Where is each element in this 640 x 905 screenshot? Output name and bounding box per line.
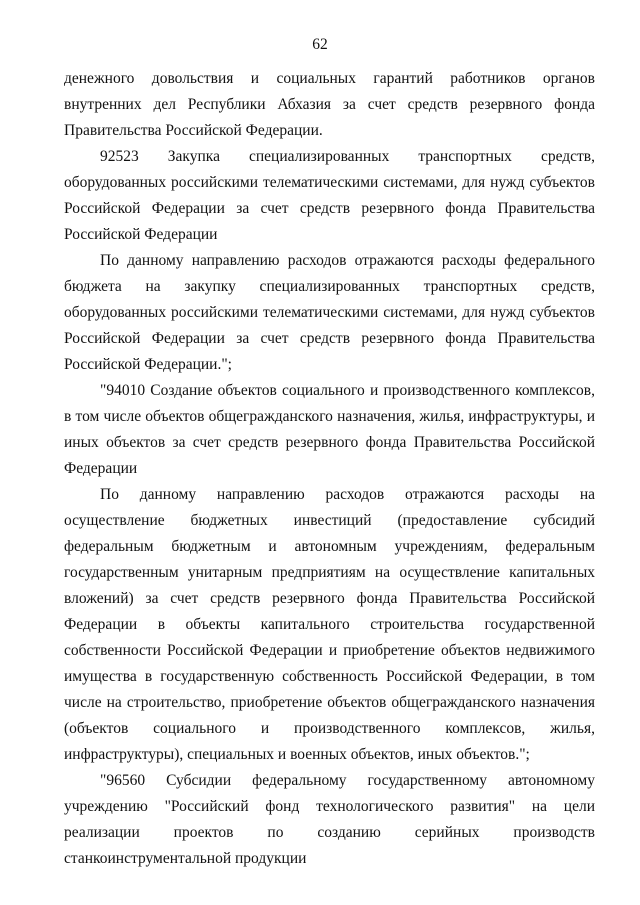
paragraph-code-96560-title: "96560 Субсидии федеральному государственному автономному учреждению "Российский фонд технологического развития" на цели реализации проектов по созданию серийных производств станкоинструментальной продукции: [64, 772, 595, 867]
paragraph-continuation: денежного довольствия и социальных гарантий работников органов внутренних дел Республики Абхазия за счет средств резервного фонда Правительства Российской Федерации.: [64, 70, 595, 139]
paragraph-code-94010-description: По данному направлению расходов отражаются расходы на осуществление бюджетных инвестиций (предоставление субсидий федеральным бюджетным и автономным учреждениям, федеральным государственным унитарным предприятиям на осуществление капитальных вложений) за счет средств резервного фонда Правительства Российской Федерации в объекты капитального строительства государственной собственности Российской Федерации и приобретение объектов недвижимого имущества в государственную собственность Российской Федерации, в том числе на строительство, приобретение объектов общегражданского назначения (объектов социального и производственного комплексов, жилья, инфраструктуры), специальных и военных объектов, иных объектов.";: [64, 486, 595, 763]
body-text: [64, 66, 595, 872]
paragraph-code-92523-description: По данному направлению расходов отражаются расходы федерального бюджета на закупку специализированных транспортных средств, оборудованных российскими телематическими системами, для нужд субъектов Российской Федерации за счет средств резервного фонда Правительства Российской Федерации.";: [64, 252, 595, 373]
paragraph-code-92523-title: 92523 Закупка специализированных транспортных средств, оборудованных российскими телематическими системами, для нужд субъектов Российской Федерации за счет средств резервного фонда Правительства Российской Федерации: [64, 148, 595, 243]
page-number: 62: [312, 36, 328, 53]
paragraph-code-94010-title: "94010 Создание объектов социального и производственного комплексов, в том числе объектов общегражданского назначения, жилья, инфраструктуры, и иных объектов за счет средств резервного фонда Правительства Российской Федерации: [64, 382, 595, 477]
